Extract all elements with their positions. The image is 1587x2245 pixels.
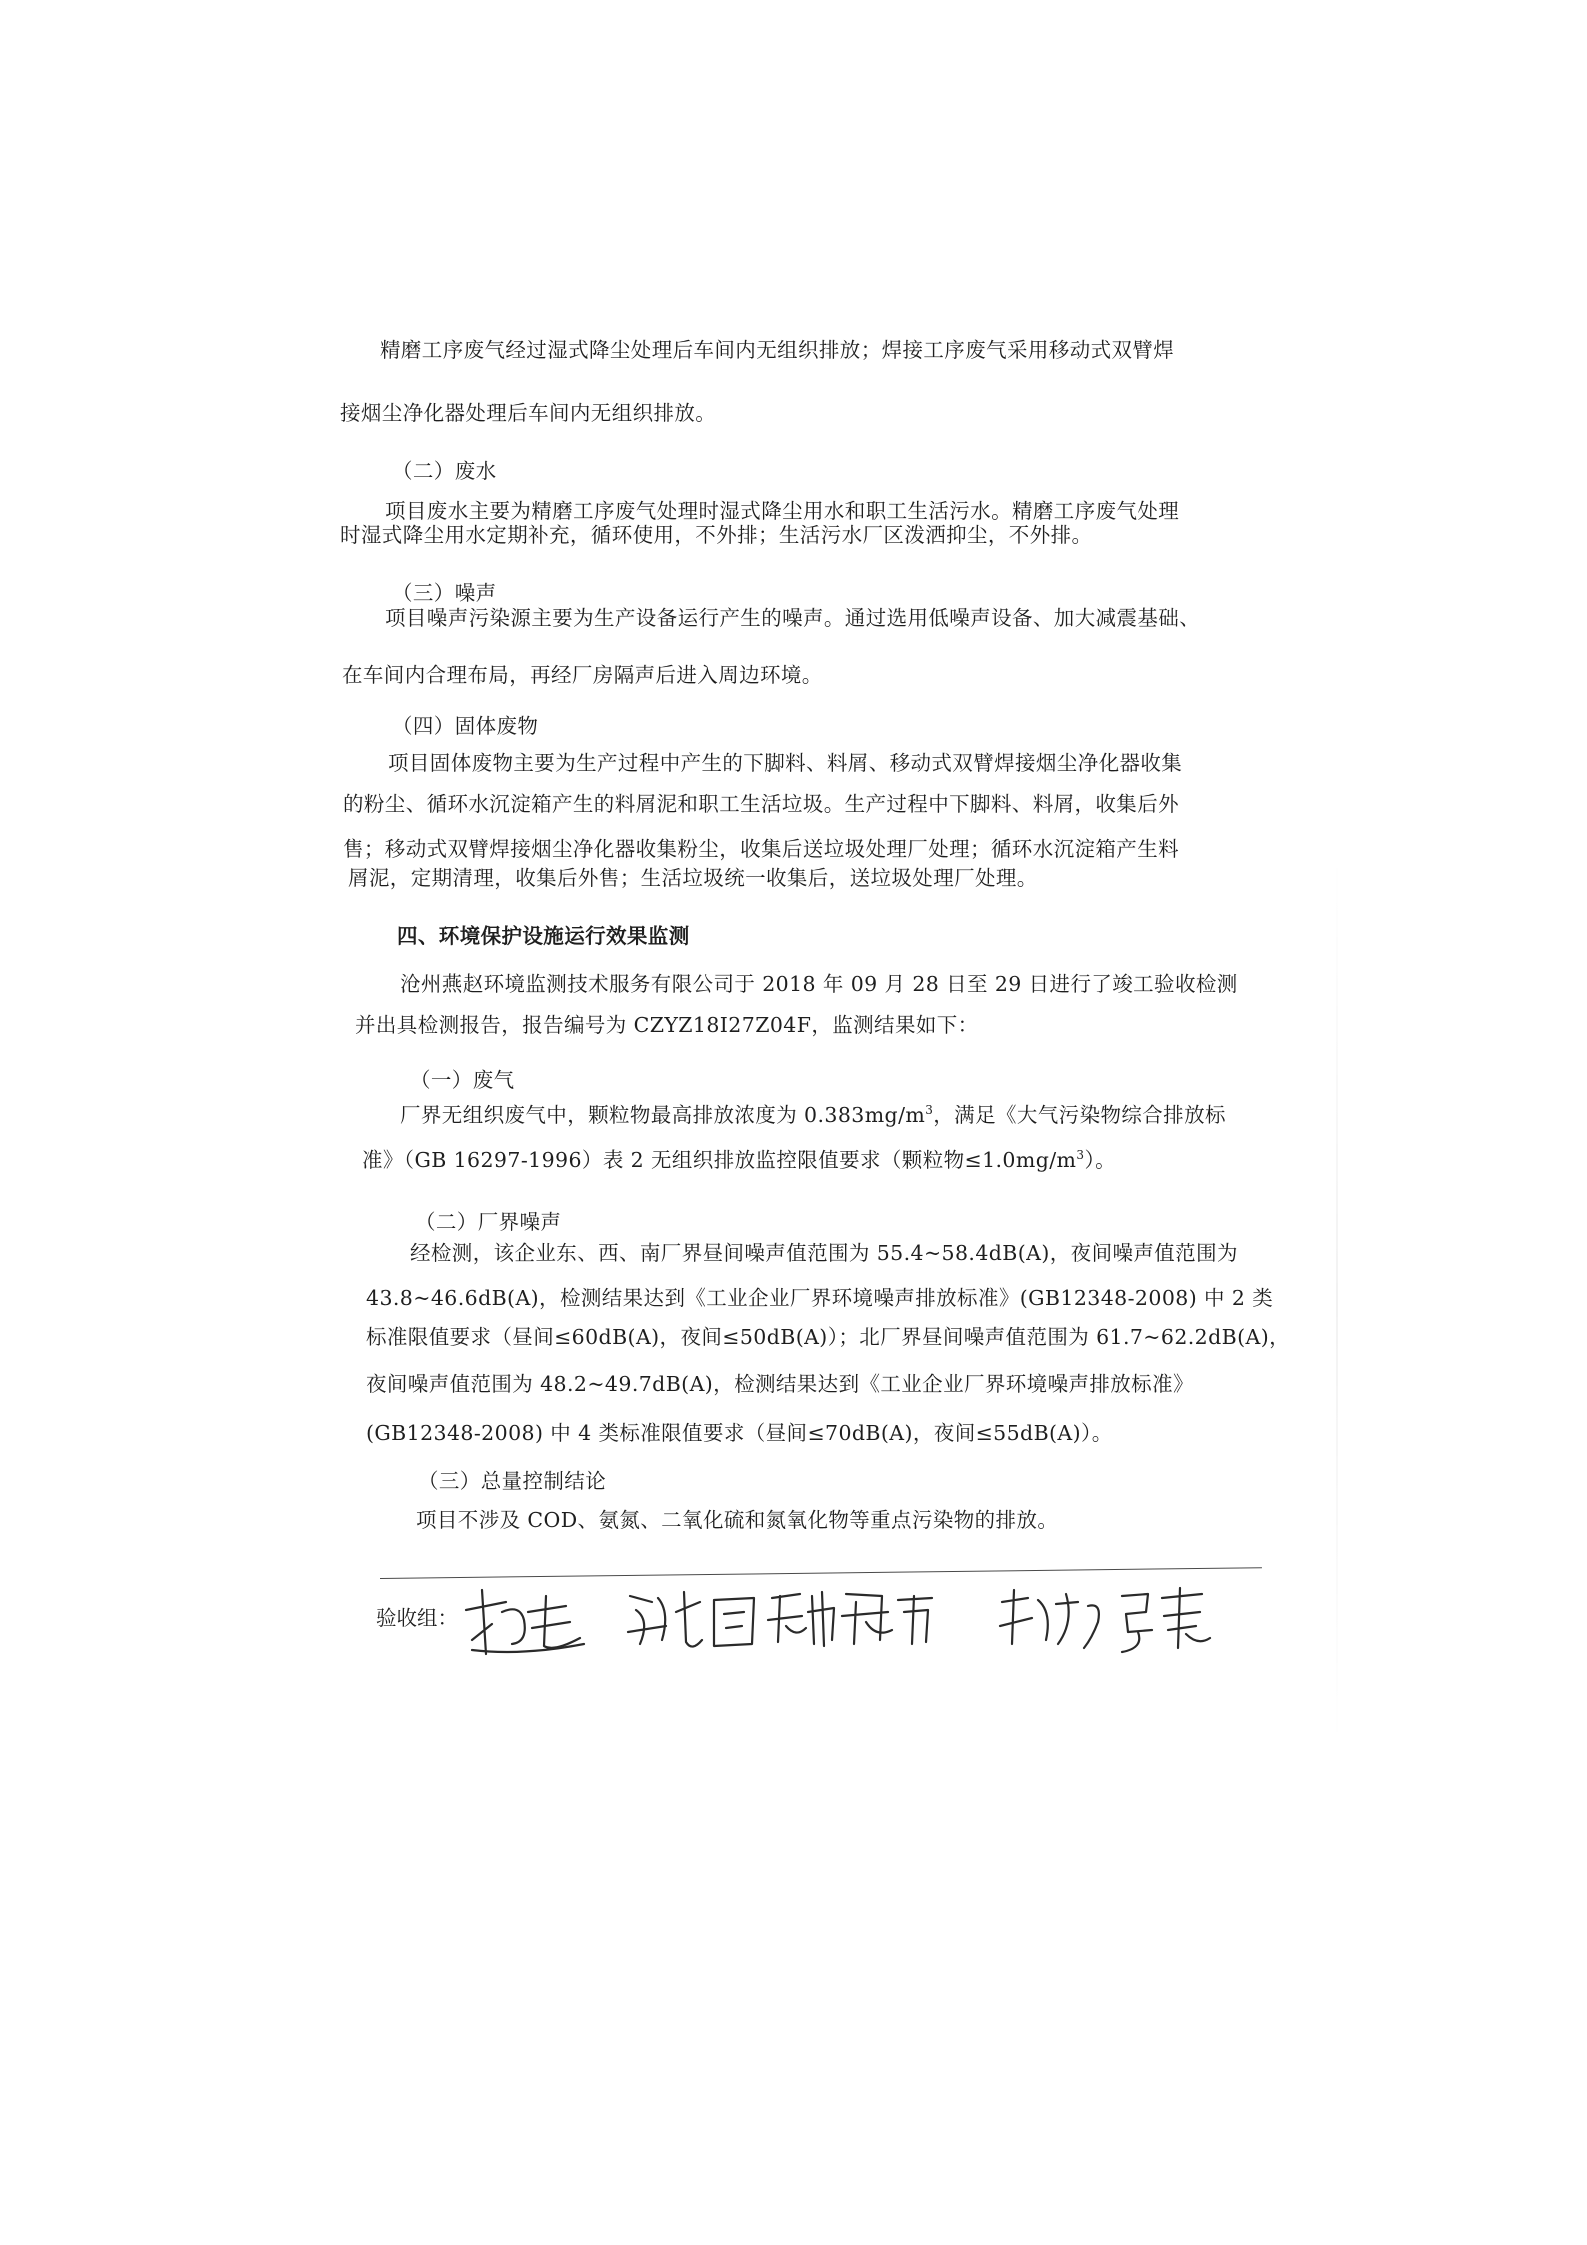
paragraph-line: 时湿式降尘用水定期补充，循环使用，不外排；生活污水厂区泼洒抑尘，不外排。 xyxy=(340,523,1093,547)
paragraph-line: 精磨工序废气经过湿式降尘处理后车间内无组织排放；焊接工序废气采用移动式双臂焊 xyxy=(380,338,1175,362)
text-segment: 厂界无组织废气中，颗粒物最高排放浓度为 0.383mg/m xyxy=(400,1103,926,1127)
superscript: 3 xyxy=(925,1103,934,1118)
signature-4 xyxy=(1000,1590,1099,1648)
paragraph-line: 的粉尘、循环水沉淀箱产生的料屑泥和职工生活垃圾。生产过程中下脚料、料屑，收集后外 xyxy=(343,792,1179,816)
signature-5 xyxy=(1122,1588,1210,1652)
paragraph-line: 售；移动式双臂焊接烟尘净化器收集粉尘，收集后送垃圾处理厂处理；循环水沉淀箱产生料 xyxy=(343,837,1179,861)
paragraph-line: 项目噪声污染源主要为生产设备运行产生的噪声。通过选用低噪声设备、加大减震基础、 xyxy=(385,606,1201,630)
section-heading-waste-gas: （一）废气 xyxy=(410,1068,515,1092)
text-segment: ）。 xyxy=(1084,1148,1116,1172)
paragraph-line: 经检测，该企业东、西、南厂界昼间噪声值范围为 55.4~58.4dB(A)，夜间噪声值范围为 xyxy=(410,1241,1238,1265)
signature-2 xyxy=(628,1592,754,1647)
paragraph-line: 接烟尘净化器处理后车间内无组织排放。 xyxy=(340,401,717,425)
section-heading-noise: （三）噪声 xyxy=(392,581,497,605)
paragraph-line xyxy=(400,1100,1226,1130)
text-segment: 准》（GB 16297-1996）表 2 无组织排放监控限值要求（颗粒物≤1.0mg/m xyxy=(362,1148,1077,1172)
section-heading-total-control: （三）总量控制结论 xyxy=(418,1469,607,1493)
text-segment: ，满足《大气污染物综合排放标 xyxy=(933,1103,1226,1127)
signature-label: 验收组： xyxy=(376,1606,458,1630)
paragraph-line: 夜间噪声值范围为 48.2~49.7dB(A)，检测结果达到《工业企业厂界环境噪声排放标准》 xyxy=(366,1372,1194,1396)
signature-3 xyxy=(768,1592,932,1646)
signature-1 xyxy=(466,1590,584,1654)
paragraph-line: 在车间内合理布局，再经厂房隔声后进入周边环境。 xyxy=(342,663,823,687)
paragraph-line: 项目不涉及 COD、氨氮、二氧化硫和氮氧化物等重点污染物的排放。 xyxy=(416,1508,1059,1532)
paragraph-line: 项目固体废物主要为生产过程中产生的下脚料、料屑、移动式双臂焊接烟尘净化器收集 xyxy=(388,751,1183,775)
section-heading-monitoring: 四、环境保护设施运行效果监测 xyxy=(397,924,690,948)
handwritten-signatures xyxy=(462,1582,1222,1662)
paragraph-line xyxy=(362,1145,1116,1175)
paragraph-line: 屑泥，定期清理，收集后外售；生活垃圾统一收集后，送垃圾处理厂处理。 xyxy=(348,866,1038,890)
section-heading-solid-waste: （四）固体废物 xyxy=(392,714,539,738)
superscript: 3 xyxy=(1076,1148,1085,1163)
section-heading-boundary-noise: （二）厂界噪声 xyxy=(415,1210,562,1234)
signature-divider xyxy=(380,1567,1262,1579)
paragraph-line: 沧州燕赵环境监测技术服务有限公司于 2018 年 09 月 28 日至 29 日进行了竣工验收检测 xyxy=(400,972,1238,996)
paragraph-line: 43.8~46.6dB(A)，检测结果达到《工业企业厂界环境噪声排放标准》(GB12348-2008) 中 2 类 xyxy=(366,1286,1274,1310)
paragraph-line: 并出具检测报告，报告编号为 CZYZ18I27Z04F，监测结果如下： xyxy=(355,1013,979,1037)
paragraph-line: 项目废水主要为精磨工序废气处理时湿式降尘用水和职工生活污水。精磨工序废气处理 xyxy=(385,499,1180,523)
paragraph-line: 标准限值要求（昼间≤60dB(A)，夜间≤50dB(A)）；北厂界昼间噪声值范围为 61.7~62.2dB(A)， xyxy=(366,1325,1291,1349)
scan-shadow xyxy=(1336,850,1338,1750)
section-heading-wastewater: （二）废水 xyxy=(392,459,497,483)
paragraph-line: (GB12348-2008) 中 4 类标准限值要求（昼间≤70dB(A)，夜间≤55dB(A)）。 xyxy=(366,1421,1113,1445)
